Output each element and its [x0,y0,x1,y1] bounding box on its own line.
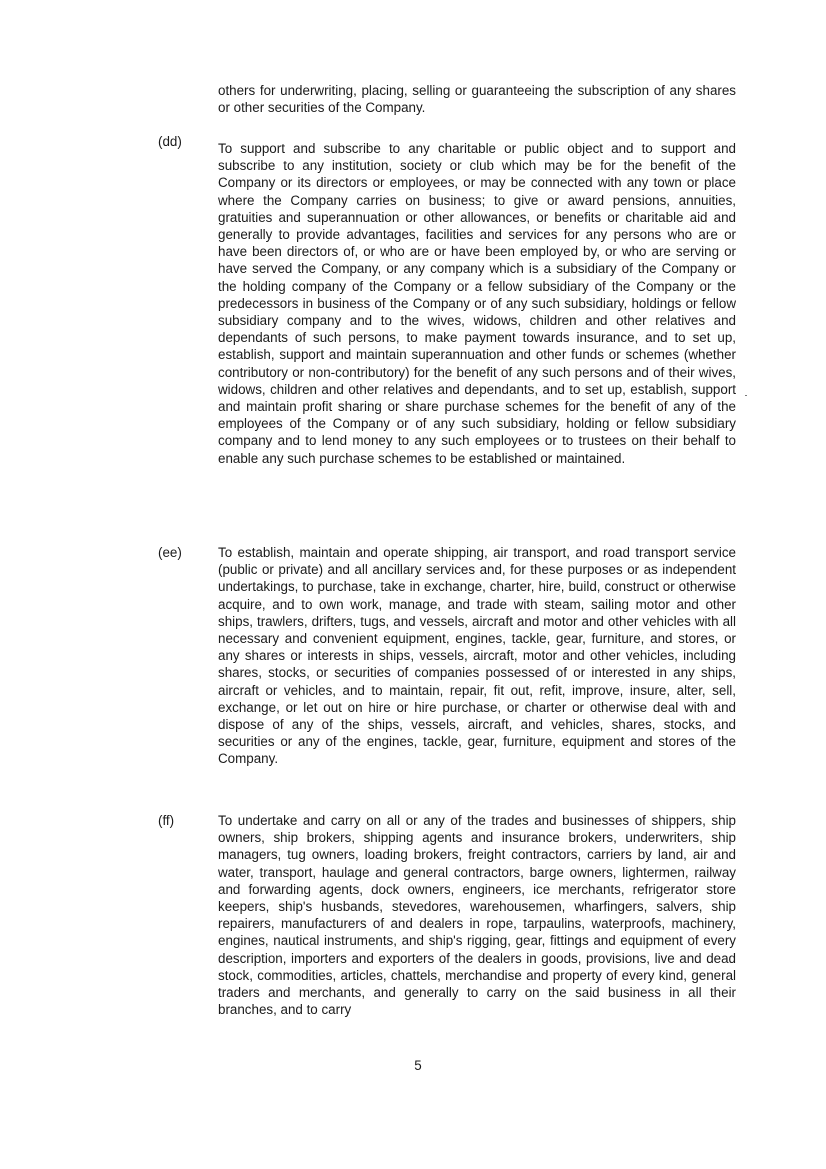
scan-speck [745,395,747,396]
clause-text-dd: To support and subscribe to any charitable or public object and to support and subscribe to any institution, society or club which may be for the benefit of the Company or its directors or employees, or may be connected with any town or place where the Company carries on business; to give or award pensions, annuities, gratuities and superannuation or other allowances, or benefits or charitable aid and generally to provide advantages, facilities and services for any persons who are or have been directors of, or who are or have been employed by, or who are serving or have served the Company, or any company which is a subsidiary of the Company or the holding company of the Company or a fellow subsidiary of the Company or the predecessors in business of the Company or of any such subsidiary, holdings or fellow subsidiary company and to the wives, widows, children and other relatives and dependants of such persons, to make payment towards insurance, and to set up, establish, support and maintain superannuation and other funds or schemes (whether contributory or non-contributory) for the benefit of any such persons and of their wives, widows, children and other relatives and dependants, and to set up, establish, support and maintain profit sharing or share purchase schemes for the benefit of any of the employees of the Company or of any such subsidiary, holding or fellow subsidiary company and to lend money to any such employees or to trustees on their behalf to enable any such purchase schemes to be established or maintained. [218,141,736,466]
clause-text-ff: To undertake and carry on all or any of the trades and businesses of shippers, ship owners, ship brokers, shipping agents and insurance brokers, underwriters, ship managers, tug owners, loading brokers, freight contractors, carriers by land, air and water, transport, haulage and general contractors, barge owners, lightermen, railway and forwarding agents, dock owners, engineers, ice merchants, refrigerator store keepers, ship's husbands, stevedores, warehousemen, wharfingers, salvers, ship repairers, manufacturers of and dealers in rope, tarpaulins, waterproofs, machinery, engines, nautical instruments, and ship's rigging, gear, fittings and equipment of every description, importers and exporters of the dealers in goods, provisions, live and dead stock, commodities, articles, chattels, merchandise and property of every kind, general traders and merchants, and generally to carry on the said business in all their branches, and to carry [218,813,736,1018]
paragraph-continuation: others for underwriting, placing, selling or guaranteeing the subscription of any shares or other securities of the Company. [218,83,736,116]
page-number: 5 [414,1058,422,1073]
clause-label-ee: (ee) [158,545,182,560]
clause-label-ff: (ff) [158,813,175,828]
clause-text-ee: To establish, maintain and operate shipping, air transport, and road transport service (public or private) and all ancillary services and, for these purposes or as independent undertakings, to purchase, take in exchange, charter, hire, build, construct or otherwise acquire, and to own work, manage, and trade with steam, sailing motor and other ships, trawlers, drifters, tugs, and vessels, aircraft and motor and other vehicles with all necessary and convenient equipment, engines, tackle, gear, furniture, and stores, or any shares or interests in ships, vessels, aircraft, motor and other vehicles, including shares, stocks, or securities of companies possessed of or interested in any ships, aircraft or vehicles, and to maintain, repair, fit out, refit, improve, insure, alter, sell, exchange, or let out on hire or hire purchase, or charter or otherwise deal with and dispose of any of the ships, vessels, aircraft, and vehicles, shares, stocks, and securities or any of the engines, tackle, gear, furniture, equipment and stores of the Company. [218,545,736,767]
clause-label-dd: (dd) [158,134,182,149]
